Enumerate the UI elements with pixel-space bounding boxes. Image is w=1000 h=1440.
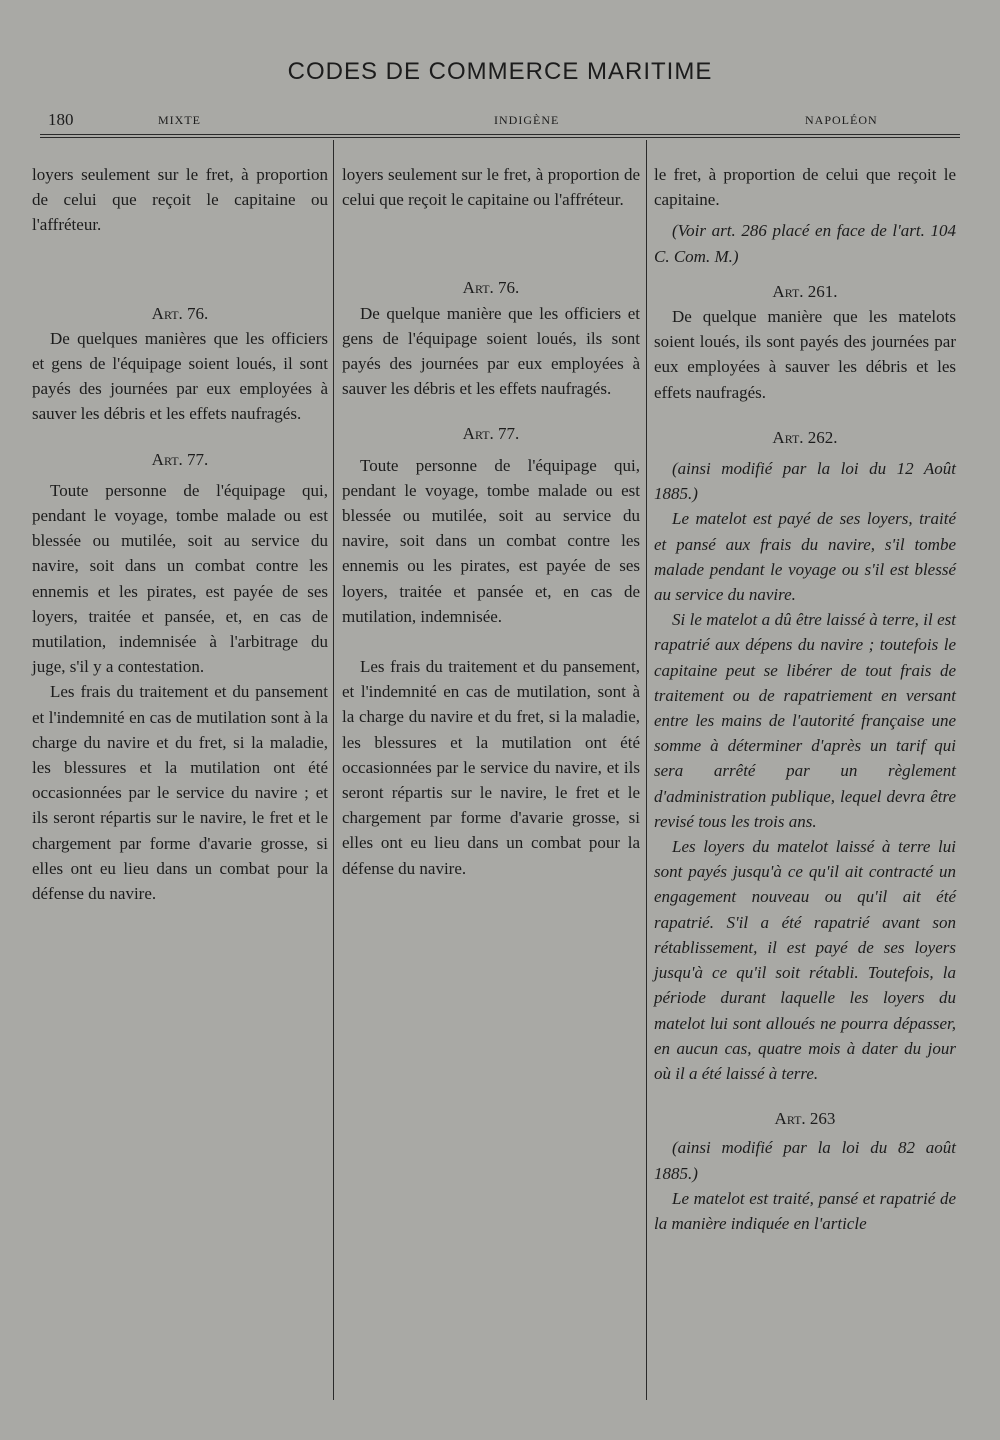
column-divider-1 — [333, 140, 334, 1400]
header-rule-bottom — [40, 137, 960, 138]
page-title: CODES DE COMMERCE MARITIME — [287, 58, 713, 85]
article-text: Les frais du traitement et du pansement et l'indemnité en cas de mutilation sont à la charge du navire et du fret, si la maladie, les blessures et la mutilation ont été occasionnées par le service du navire ; et ils seront répartis sur le navire, le fret et le chargement par forme d'avarie grosse, si elles ont eu lieu dans un combat pour la défense du navire. — [32, 682, 328, 904]
column-heading-napoleon: NAPOLÉON — [805, 113, 878, 127]
article-text: Le matelot est payé de ses loyers, traité et pansé aux frais du navire, s'il tombe malade pendant le voyage ou s'il est blessé au service du navire. — [654, 509, 956, 605]
article-heading: Art. 263 — [774, 1109, 836, 1129]
column-mixte — [32, 162, 328, 906]
column-heading-mixte: MIXTE — [158, 113, 201, 127]
header-rule-top — [40, 134, 960, 135]
article-text: Les loyers du matelot laissé à terre lui sont payés jusqu'à ce qu'il ait contracté un engagement nouveau ou qu'il ait été rapatrié. S'il a été rapatrié avant son rétablissement, il est payé de ses loyers jusqu'à ce qu'il soit rétabli. Toutefois, la période durant laquelle les loyers du matelot lui sont alloués ne pourra dépasser, en aucun cas, quatre mois à dater du jour où il a été laissé à terre. — [654, 837, 956, 1083]
article-text: Les frais du traitement et du pansement, et l'indemnité en cas de mutilation, sont à la charge du navire et du fret, si la maladie, les blessures et la mutilation ont été occasionnées par le service du navire, et ils seront répartis sur le navire, le fret et le chargement par forme d'avarie grosse, si elles ont eu lieu dans un combat pour la défense du navire. — [342, 657, 640, 878]
article-text: De quelque manière que les officiers et gens de l'équipage soient loués, ils sont payés des journées par eux employées à sauver les débris et les effets naufragés. — [342, 303, 640, 399]
column-divider-2 — [646, 140, 647, 1400]
column-heading-indigene: INDIGÈNE — [494, 113, 560, 127]
column-napoleon — [654, 162, 956, 1236]
intro-text: le fret, à proportion de celui que reçoit le capitaine. — [654, 165, 956, 210]
page-number: 180 — [48, 110, 74, 129]
column-indigene — [342, 162, 640, 881]
article-heading: Art. 76. — [462, 278, 520, 298]
article-text: Le matelot est traité, pansé et rapatrié de la manière indiquée en l'article — [654, 1188, 956, 1233]
article-text: Toute personne de l'équipage qui, pendant le voyage, tombe malade ou est blessée ou mutilée, soit au service du navire, soit dans un combat contre les ennemis et les pirates, est payée de ses loyers, traitée et pansée, et, en cas de mutilation, indemnisée à l'arbitrage du juge, s'il y a contestation. — [32, 480, 328, 677]
intro-text: loyers seulement sur le fret, à proportion de celui que reçoit le capitaine ou l'affréteur. — [32, 165, 328, 235]
article-heading: Art. 77. — [462, 424, 520, 444]
intro-text: loyers seulement sur le fret, à proportion de celui que reçoit le capitaine ou l'affréteur. — [342, 165, 640, 210]
article-text: Toute personne de l'équipage qui, pendant le voyage, tombe malade ou est blessée ou mutilée, soit au service du navire, soit dans un combat contre les ennemis ou les pirates, est payée de ses loyers, traitée et pansée et, en cas de mutilation, indemnisée. — [342, 455, 640, 626]
running-header — [40, 110, 960, 132]
article-text: De quelques manières que les officiers et gens de l'équipage soient loués, il sont payés des journées par eux employées à sauver les débris et les effets naufragés. — [32, 328, 328, 424]
article-heading: Art. 261. — [772, 281, 838, 301]
reference-note: (Voir art. 286 placé en face de l'art. 104 C. Com. M.) — [654, 221, 956, 266]
article-heading: Art. 262. — [772, 427, 838, 447]
article-heading: Art. 77. — [151, 449, 209, 469]
article-text: Si le matelot a dû être laissé à terre, il est rapatrié aux dépens du navire ; toutefois le capitaine peut se libérer de tout frais de traitement ou de rapatriement en versant entre les mains de l'autorité française une somme à déterminer d'après un tarif qui sera arrêté par un règlement d'administration publique, lequel devra être revisé tous les trois ans. — [654, 610, 956, 831]
amendment-note: (ainsi modifié par la loi du 12 Août 1885.) — [654, 459, 956, 504]
article-text: De quelque manière que les matelots soient loués, ils sont payés des journées par eux employées à sauver les débris et les effets naufragés. — [654, 307, 956, 402]
amendment-note: (ainsi modifié par la loi du 82 août 1885.) — [654, 1138, 956, 1183]
article-heading: Art. 76. — [151, 303, 209, 323]
